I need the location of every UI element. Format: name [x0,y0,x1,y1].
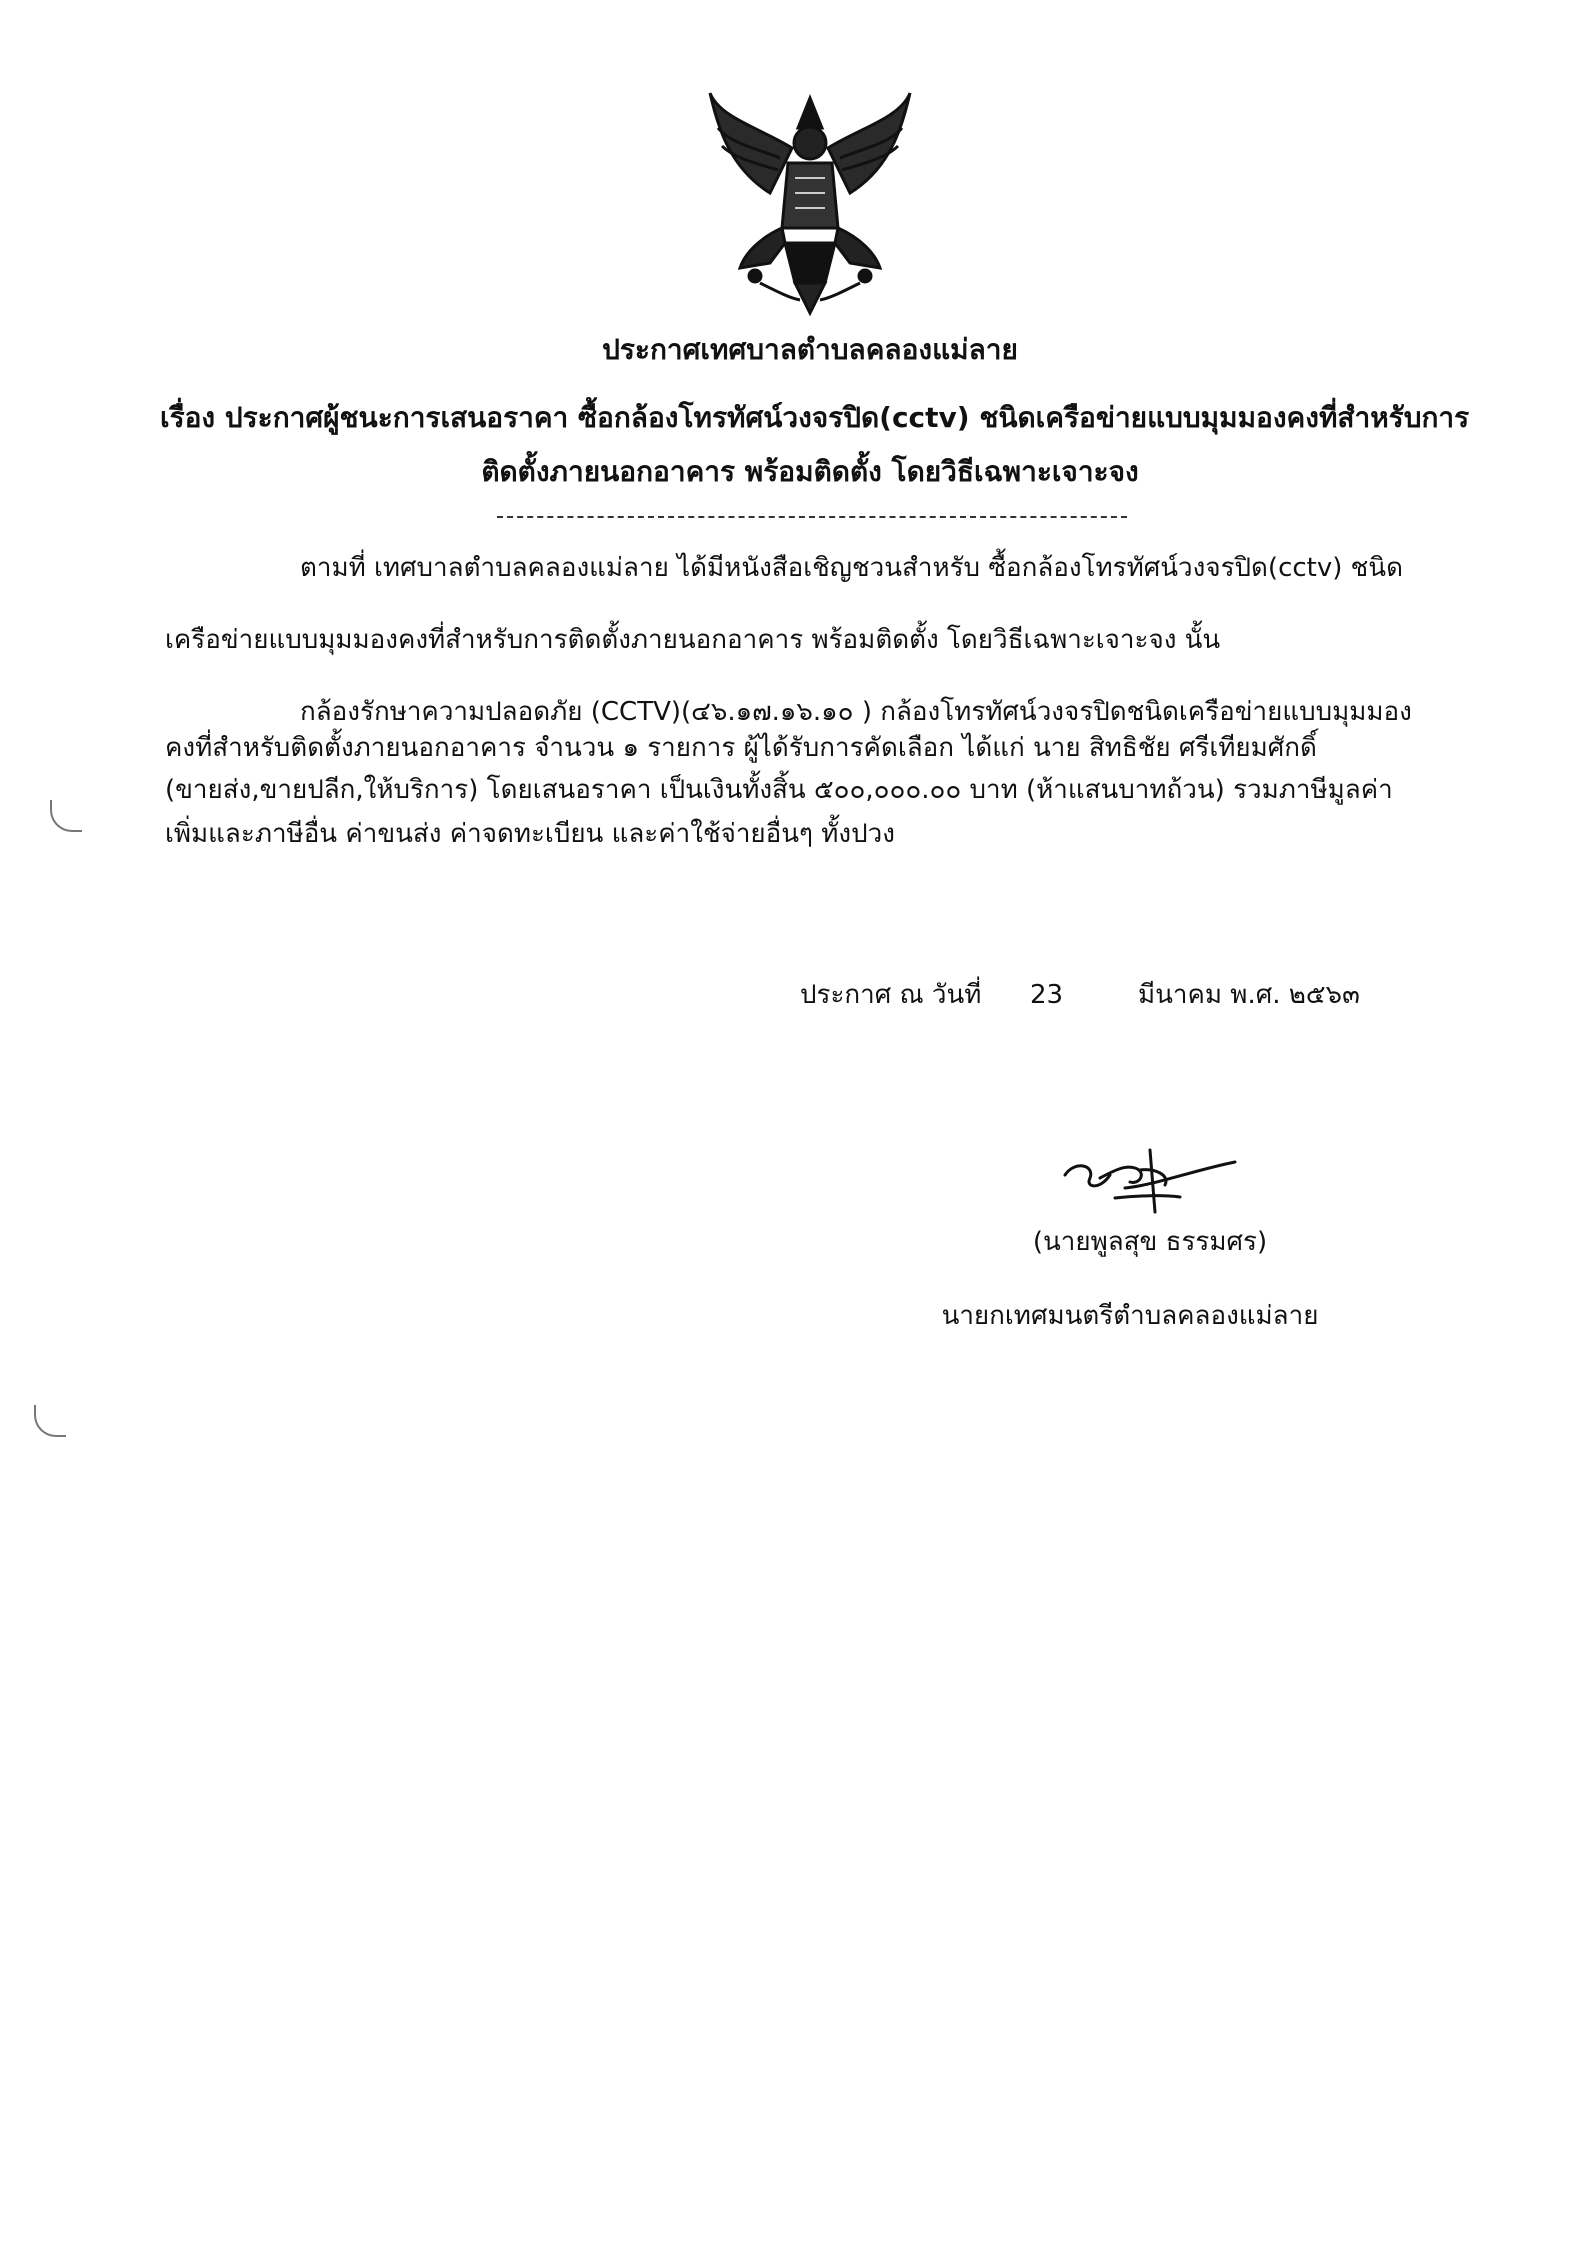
punch-hole-mark [50,800,82,832]
punch-hole-mark [34,1405,66,1437]
issuer-title: ประกาศเทศบาลตำบลคลองแม่ลาย [602,333,1018,366]
paragraph-1-line-1: ตามที่ เทศบาลตำบลคลองแม่ลาย ได้มีหนังสือเชิญชวนสำหรับ ซื้อกล้องโทรทัศน์วงจรปิด(cctv) ชนิด [300,553,1403,583]
paragraph-2-line-1: กล้องรักษาความปลอดภัย (CCTV)(๔๖.๑๗.๑๖.๑๐ ) กล้องโทรทัศน์วงจรปิดชนิดเครือข่ายแบบมุมมอง [300,697,1412,727]
subject-line-2: ติดตั้งภายนอกอาคาร พร้อมติดตั้ง โดยวิธีเฉพาะเจาะจง [481,455,1139,488]
announcement-date [800,975,1360,1015]
paragraph-2-line-2: คงที่สำหรับติดตั้งภายนอกอาคาร จำนวน ๑ รายการ ผู้ได้รับการคัดเลือก ได้แก่ นาย สิทธิชัย ศรีเทียมศักดิ์ [165,733,1317,763]
date-month-year: มีนาคม พ.ศ. ๒๕๖๓ [1138,980,1360,1010]
paragraph-2-line-4: เพิ่มและภาษีอื่น ค่าขนส่ง ค่าจดทะเบียน และค่าใช้จ่ายอื่นๆ ทั้งปวง [165,819,895,849]
paragraph-2-line-3: (ขายส่ง,ขายปลีก,ให้บริการ) โดยเสนอราคา เป็นเงินทั้งสิ้น ๕๐๐,๐๐๐.๐๐ บาท (ห้าแสนบาทถ้วน) รวมภาษีมูลค่า [165,775,1393,805]
dashed-divider [497,516,1127,518]
paragraph-1-line-2: เครือข่ายแบบมุมมองคงที่สำหรับการติดตั้งภายนอกอาคาร พร้อมติดตั้ง โดยวิธีเฉพาะเจาะจง นั้น [165,625,1221,655]
signer-name: (นายพูลสุข ธรรมศร) [1032,1227,1268,1257]
garuda-emblem-icon [700,88,920,318]
date-day: 23 [1030,980,1064,1010]
date-prefix: ประกาศ ณ วันที่ [800,980,982,1010]
handwritten-signature [1055,1140,1245,1215]
signer-position: นายกเทศมนตรีตำบลคลองแม่ลาย [941,1301,1319,1331]
subject-line-1: เรื่อง ประกาศผู้ชนะการเสนอราคา ซื้อกล้องโทรทัศน์วงจรปิด(cctv) ชนิดเครือข่ายแบบมุมมองคงที่สำหรับการ [160,401,1470,434]
